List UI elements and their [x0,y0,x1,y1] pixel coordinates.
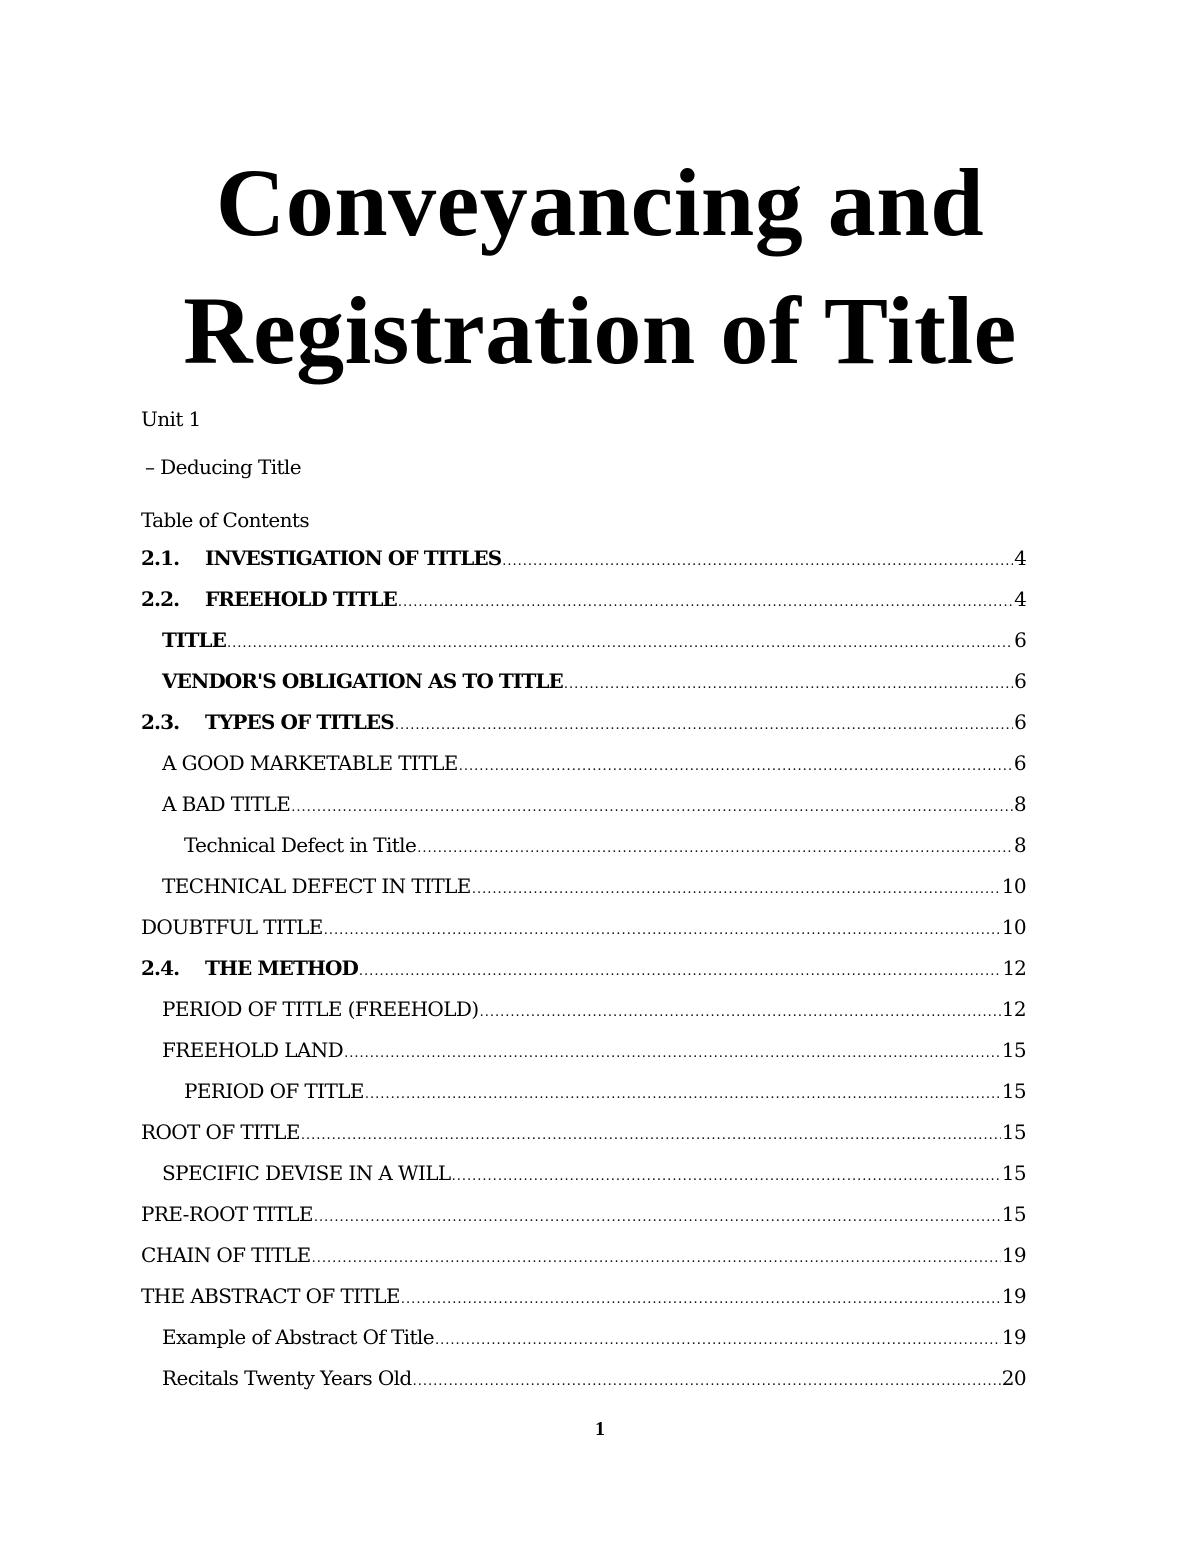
toc-entry-page: 10 [1001,915,1026,939]
table-of-contents [141,546,1026,1407]
toc-entry[interactable] [141,792,1026,833]
toc-entry[interactable] [141,1366,1026,1407]
toc-leader-dots [398,595,1013,610]
toc-leader-dots [291,800,1013,815]
toc-entry-number: 2.1. [141,546,180,570]
toc-entry-number: 2.3. [141,710,180,734]
toc-entry-text: Example of Abstract Of Title [162,1325,434,1349]
toc-entry-text: Recitals Twenty Years Old [162,1366,412,1390]
toc-entry[interactable] [141,710,1026,751]
toc-entry-page: 6 [1013,751,1026,775]
toc-entry-page: 19 [1001,1284,1026,1308]
toc-entry-page: 15 [1001,1120,1026,1144]
document-title-line-1: Conveyancing and [215,149,985,256]
toc-entry-text: FREEHOLD LAND [162,1038,344,1062]
toc-heading: Table of Contents [141,508,309,532]
toc-entry-number: 2.4. [141,956,180,980]
toc-leader-dots [472,882,1001,897]
toc-entry[interactable] [141,1202,1026,1243]
toc-entry-page: 6 [1014,710,1026,734]
toc-entry-page: 6 [1014,669,1026,693]
unit-subtitle: – Deducing Title [145,455,301,479]
unit-label: Unit 1 [141,407,201,431]
toc-entry-page: 15 [1001,1079,1026,1103]
toc-entry-text: TITLE [162,628,226,652]
toc-leader-dots [314,1210,1001,1225]
toc-entry[interactable] [141,751,1026,792]
toc-leader-dots [502,554,1013,569]
toc-entry[interactable] [141,1120,1026,1161]
toc-entry-text: TYPES OF TITLES [205,710,394,734]
toc-leader-dots [324,923,1001,938]
toc-leader-dots [413,1374,1001,1389]
toc-entry-text: VENDOR'S OBLIGATION AS TO TITLE [162,669,563,693]
toc-entry-text: THE METHOD [205,956,358,980]
toc-entry[interactable] [141,956,1026,997]
toc-leader-dots [452,1169,1001,1184]
toc-entry-page: 15 [1001,1202,1026,1226]
toc-entry-text: DOUBTFUL TITLE [141,915,323,939]
toc-entry-text: Technical Defect in Title [184,833,417,857]
toc-entry[interactable] [141,833,1026,874]
toc-entry-text: SPECIFIC DEVISE IN A WILL [162,1161,451,1185]
toc-entry-page: 12 [1002,956,1026,980]
page-number: 1 [595,1418,605,1440]
toc-entry[interactable] [141,546,1026,587]
toc-entry-page: 4 [1014,546,1026,570]
toc-entry[interactable] [141,874,1026,915]
toc-entry-page: 6 [1014,628,1026,652]
toc-leader-dots [435,1333,1001,1348]
toc-entry[interactable] [141,1161,1026,1202]
toc-leader-dots [395,718,1013,733]
toc-leader-dots [365,1087,1001,1102]
toc-entry-text: TECHNICAL DEFECT IN TITLE [162,874,471,898]
toc-entry-page: 15 [1001,1161,1026,1185]
toc-entry-text: ROOT OF TITLE [141,1120,300,1144]
document-title-line-2: Registration of Title [183,277,1017,384]
toc-entry-page: 15 [1001,1038,1026,1062]
toc-entry-text: FREEHOLD TITLE [205,587,397,611]
toc-entry-text: A BAD TITLE [162,792,291,816]
toc-entry-text: INVESTIGATION OF TITLES [205,546,502,570]
toc-entry[interactable] [141,1243,1026,1284]
toc-entry-page: 19 [1001,1243,1026,1267]
toc-leader-dots [227,636,1013,651]
toc-leader-dots [459,759,1013,774]
toc-entry-text: PERIOD OF TITLE (FREEHOLD) [162,997,479,1021]
toc-leader-dots [480,1005,1001,1020]
toc-entry[interactable] [141,628,1026,669]
toc-entry[interactable] [141,1038,1026,1079]
toc-leader-dots [312,1251,1001,1266]
toc-entry-text: THE ABSTRACT OF TITLE [141,1284,400,1308]
toc-entry-page: 4 [1014,587,1026,611]
toc-leader-dots [344,1046,1001,1061]
toc-entry-text: PRE-ROOT TITLE [141,1202,313,1226]
toc-entry[interactable] [141,1325,1026,1366]
toc-leader-dots [417,841,1013,856]
toc-entry-page: 10 [1001,874,1026,898]
toc-leader-dots [359,964,1001,979]
toc-entry[interactable] [141,1284,1026,1325]
toc-leader-dots [401,1292,1001,1307]
toc-entry[interactable] [141,1079,1026,1120]
toc-entry[interactable] [141,915,1026,956]
toc-entry[interactable] [141,997,1026,1038]
toc-entry-text: A GOOD MARKETABLE TITLE [162,751,458,775]
toc-entry-text: CHAIN OF TITLE [141,1243,311,1267]
toc-entry[interactable] [141,669,1026,710]
toc-entry-page: 19 [1001,1325,1026,1349]
toc-entry-text: PERIOD OF TITLE [184,1079,364,1103]
toc-entry-page: 8 [1013,833,1026,857]
toc-entry[interactable] [141,587,1026,628]
toc-entry-number: 2.2. [141,587,180,611]
toc-leader-dots [301,1128,1001,1143]
toc-entry-page: 12 [1001,997,1026,1021]
toc-entry-page: 20 [1001,1366,1026,1390]
toc-entry-page: 8 [1013,792,1026,816]
toc-leader-dots [564,677,1013,692]
